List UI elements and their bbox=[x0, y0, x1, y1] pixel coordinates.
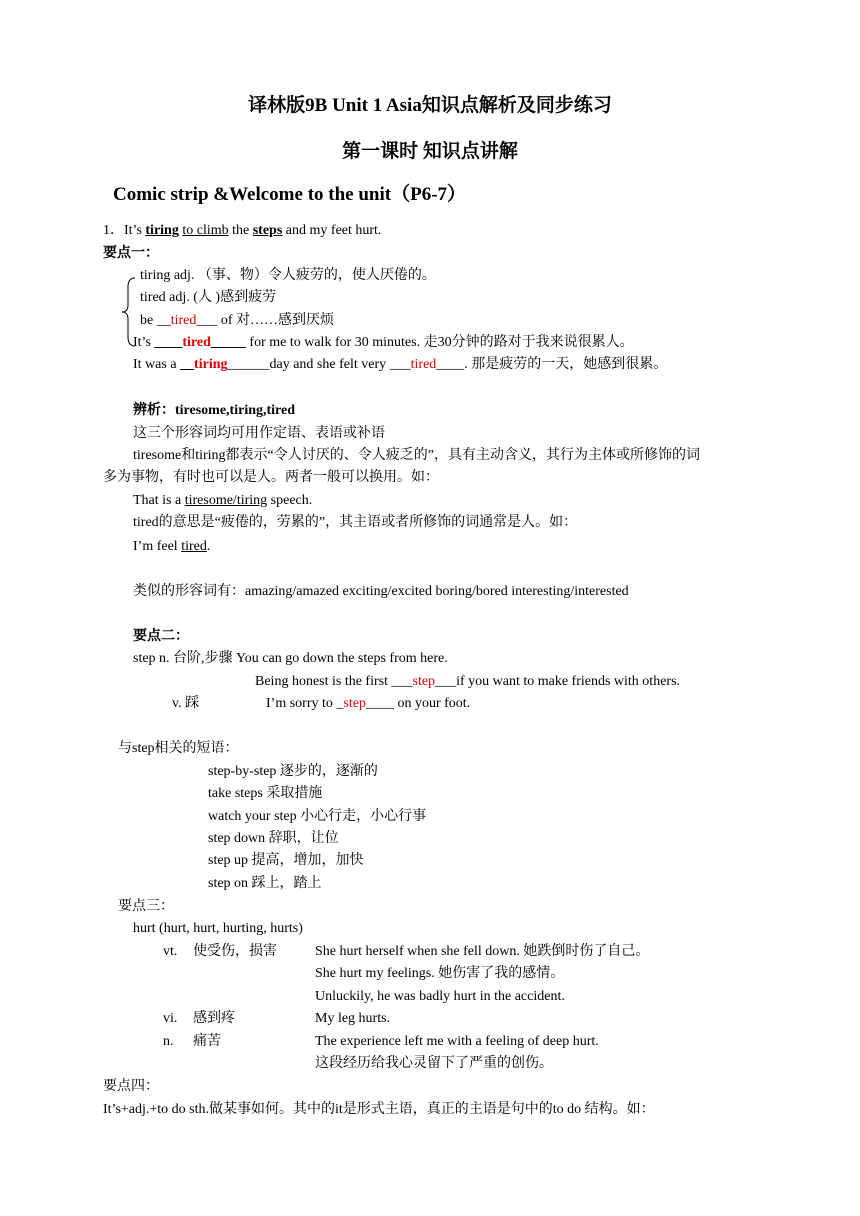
hurt-example: She hurt herself when she fell down. 她跌倒时伤了自己。 bbox=[315, 944, 650, 959]
hurt-vi-pos: vi. bbox=[163, 1011, 178, 1026]
hurt-vi-def: 感到疼 bbox=[193, 1011, 235, 1026]
analysis-label: 辨析：tiresome,tiring,tired bbox=[133, 403, 296, 418]
step-phrases-label: 与step相关的短语： bbox=[118, 741, 239, 756]
hurt-example: She hurt my feelings. 她伤害了我的感情。 bbox=[315, 966, 565, 981]
document-subtitle: 第一课时 知识点讲解 bbox=[342, 141, 518, 162]
analysis-line-3: 多为事物，有时也可以是人。两者一般可以换用。如： bbox=[103, 470, 439, 485]
document-title: 译林版9B Unit 1 Asia知识点解析及同步练习 bbox=[248, 95, 612, 116]
def-tired: tired adj. (人 )感到疲劳 bbox=[140, 290, 277, 305]
step-noun-example: Being honest is the first ___step___if you want to make friends with others. bbox=[255, 674, 681, 689]
analysis-example-2: I’m feel tired. bbox=[133, 539, 211, 554]
phrase-item: step up 提高，增加，加快 bbox=[208, 853, 364, 868]
hurt-n-def: 痛苦 bbox=[193, 1034, 221, 1049]
def-be-tired-of: be __tired___ of 对……感到厌烦 bbox=[140, 313, 335, 328]
hurt-vt-pos: vt. bbox=[163, 944, 178, 959]
section-heading: Comic strip &Welcome to the unit（P6-7） bbox=[113, 184, 467, 205]
analysis-line-2: tiresome和tiring都表示“令人讨厌的、令人疲乏的”，具有主动含义，其行为主体或所修饰的词 bbox=[133, 448, 700, 463]
example-its-tired: It’s ____tired_____ for me to walk for 30 minutes. 走30分钟的路对于我来说很累人。 bbox=[133, 335, 634, 350]
hurt-example: Unluckily, he was badly hurt in the accident. bbox=[315, 989, 565, 1004]
step-verb-example: I’m sorry to _step____ on your foot. bbox=[266, 696, 471, 711]
analysis-example-1: That is a tiresome/tiring speech. bbox=[133, 493, 313, 508]
example-tiring-day: It was a __tiring______day and she felt very ___tired____. 那是疲劳的一天，她感到很累。 bbox=[133, 357, 668, 372]
hurt-example: My leg hurts. bbox=[315, 1011, 391, 1026]
similar-adjectives: 类似的形容词有：amazing/amazed exciting/excited boring/bored interesting/interested bbox=[133, 584, 629, 599]
point-3-label: 要点三： bbox=[118, 899, 174, 914]
step-verb-def: v. 踩 bbox=[172, 696, 200, 711]
hurt-example: 这段经历给我心灵留下了严重的创伤。 bbox=[315, 1056, 553, 1071]
phrase-item: step-by-step 逐步的，逐渐的 bbox=[208, 764, 378, 779]
point-2-label: 要点二： bbox=[133, 629, 189, 644]
point-4-text: It’s+adj.+to do sth.做某事如何。其中的it是形式主语，真正的主语是句中的to do 结构。如： bbox=[103, 1102, 655, 1117]
def-tiring: tiring adj. （事、物）令人疲劳的，使人厌倦的。 bbox=[140, 268, 436, 283]
hurt-n-pos: n. bbox=[163, 1034, 174, 1049]
phrase-item: step down 辞职，让位 bbox=[208, 831, 339, 846]
point-4-label: 要点四： bbox=[103, 1079, 159, 1094]
example-sentence-1: 1．It’s tiring to climb the steps and my feet hurt. bbox=[103, 223, 382, 238]
point-1-label: 要点一： bbox=[103, 246, 159, 261]
hurt-vt-def: 使受伤，损害 bbox=[193, 944, 277, 959]
hurt-forms: hurt (hurt, hurt, hurting, hurts) bbox=[133, 921, 303, 936]
analysis-line-4: tired的意思是“疲倦的，劳累的”，其主语或者所修饰的词通常是人。如： bbox=[133, 515, 578, 530]
phrase-item: take steps 采取措施 bbox=[208, 786, 323, 801]
phrase-item: watch your step 小心行走，小心行事 bbox=[208, 809, 427, 824]
step-noun-def: step n. 台阶,步骤 You can go down the steps from here. bbox=[133, 651, 448, 666]
analysis-line-1: 这三个形容词均可用作定语、表语或补语 bbox=[133, 426, 385, 441]
hurt-example: The experience left me with a feeling of deep hurt. bbox=[315, 1034, 599, 1049]
phrase-item: step on 踩上，踏上 bbox=[208, 876, 322, 891]
